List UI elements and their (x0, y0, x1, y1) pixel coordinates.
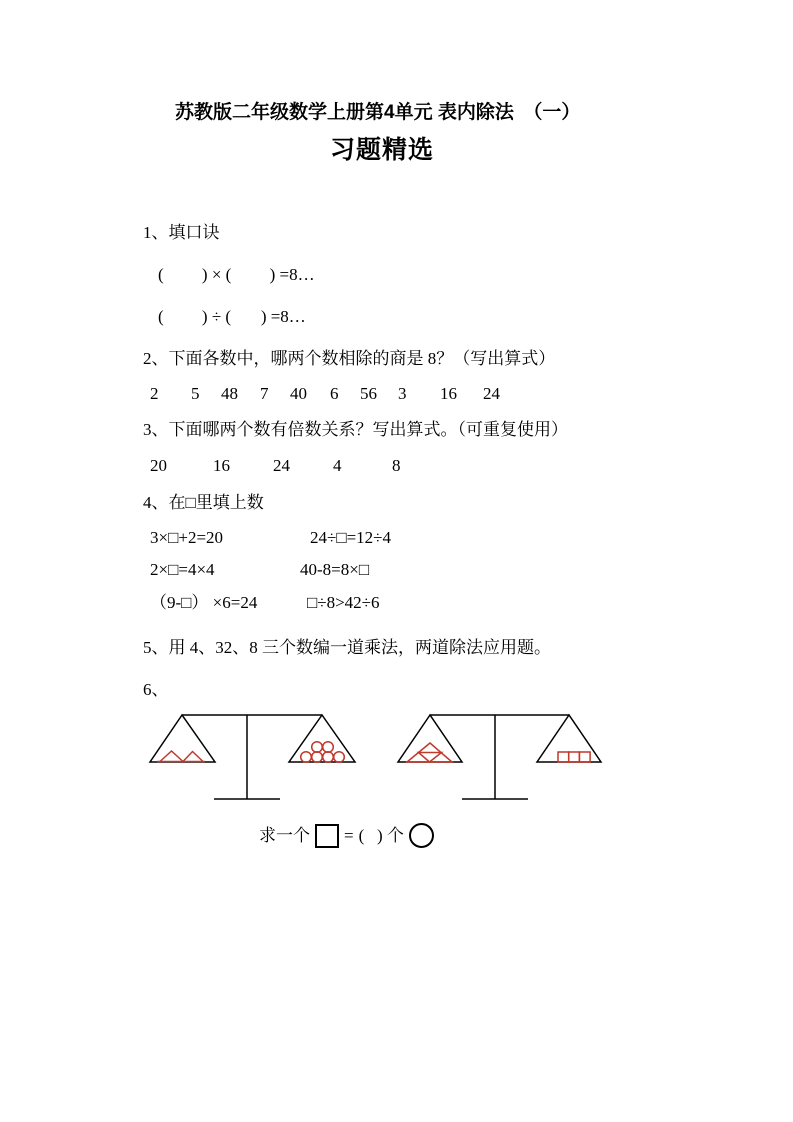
q3-heading: 3、下面哪两个数有倍数关系？写出算式。（可重复使用） (143, 420, 568, 439)
balance-1 (150, 715, 355, 799)
q3-number: 24 (273, 456, 290, 475)
q3-number: 8 (392, 456, 401, 475)
red-square (569, 752, 580, 762)
q3-number-row (0, 455, 793, 476)
q4-equation-r2-left: 2×□=4×4 (150, 560, 215, 579)
red-divided-triangle-inner (419, 753, 442, 763)
q2-heading: 2、下面各数中，哪两个数相除的商是 8？（写出算式） (143, 349, 556, 368)
red-circle (323, 752, 334, 763)
q2-number: 3 (398, 384, 407, 403)
q4-equation-r3-right: □÷8>42÷6 (307, 593, 380, 612)
q3-number: 20 (150, 456, 167, 475)
red-triangle-2 (183, 752, 203, 762)
q3-number: 16 (213, 456, 230, 475)
q4-heading: 4、在□里填上数 (143, 493, 264, 512)
balance-2 (398, 715, 601, 799)
answer-count-blank: ( ) 个 (358, 826, 404, 845)
q1-heading: 1、填口诀 (143, 223, 220, 242)
answer-circle (409, 823, 434, 848)
balance2-left-pan-triangle (398, 715, 462, 762)
q2-number: 48 (221, 384, 238, 403)
q4-equation-r1-left: 3×□+2=20 (150, 528, 224, 547)
q2-number: 40 (290, 384, 307, 403)
q2-number-row (0, 383, 793, 404)
red-circle (312, 752, 323, 763)
answer-line (259, 823, 434, 848)
q2-number: 5 (191, 384, 200, 403)
answer-square-box (315, 824, 339, 848)
balance1-right-pan-triangle (289, 715, 355, 762)
q2-number: 56 (360, 384, 377, 403)
balance1-left-pan-triangle (150, 715, 215, 762)
red-circle (301, 752, 312, 763)
q3-number: 4 (333, 456, 342, 475)
q4-equation-r3-left: （9-□） ×6=24 (150, 593, 258, 612)
q1-division-blank: ( ) ÷ ( ) =8… (158, 307, 306, 326)
q1-multiplication-blank: ( ) × ( ) =8… (158, 265, 315, 284)
red-square (579, 752, 590, 762)
q2-number: 24 (483, 384, 500, 403)
red-circle (323, 742, 334, 753)
q4-equation-r1-right: 24÷□=12÷4 (310, 528, 392, 547)
balance2-right-pan-triangle (537, 715, 601, 762)
q5-heading: 5、用 4、32、8 三个数编一道乘法，两道除法应用题。 (143, 638, 551, 657)
red-triangle-1 (160, 751, 183, 762)
q2-number: 2 (150, 384, 159, 403)
answer-prefix: 求一个 (259, 826, 310, 845)
q6-heading: 6、 (143, 680, 169, 699)
q4-equation-r2-right: 40-8=8×□ (300, 560, 370, 579)
page-title: 苏教版二年级数学上册第4单元 表内除法 （一） (175, 102, 581, 123)
page-subtitle: 习题精选 (330, 136, 435, 164)
red-circle (312, 742, 323, 753)
red-square (558, 752, 569, 762)
q2-number: 7 (260, 384, 269, 403)
red-circle (334, 752, 345, 763)
q2-number: 16 (440, 384, 457, 403)
answer-equals: = (344, 826, 354, 845)
q2-number: 6 (330, 384, 339, 403)
red-divided-triangle-outer (407, 743, 452, 762)
